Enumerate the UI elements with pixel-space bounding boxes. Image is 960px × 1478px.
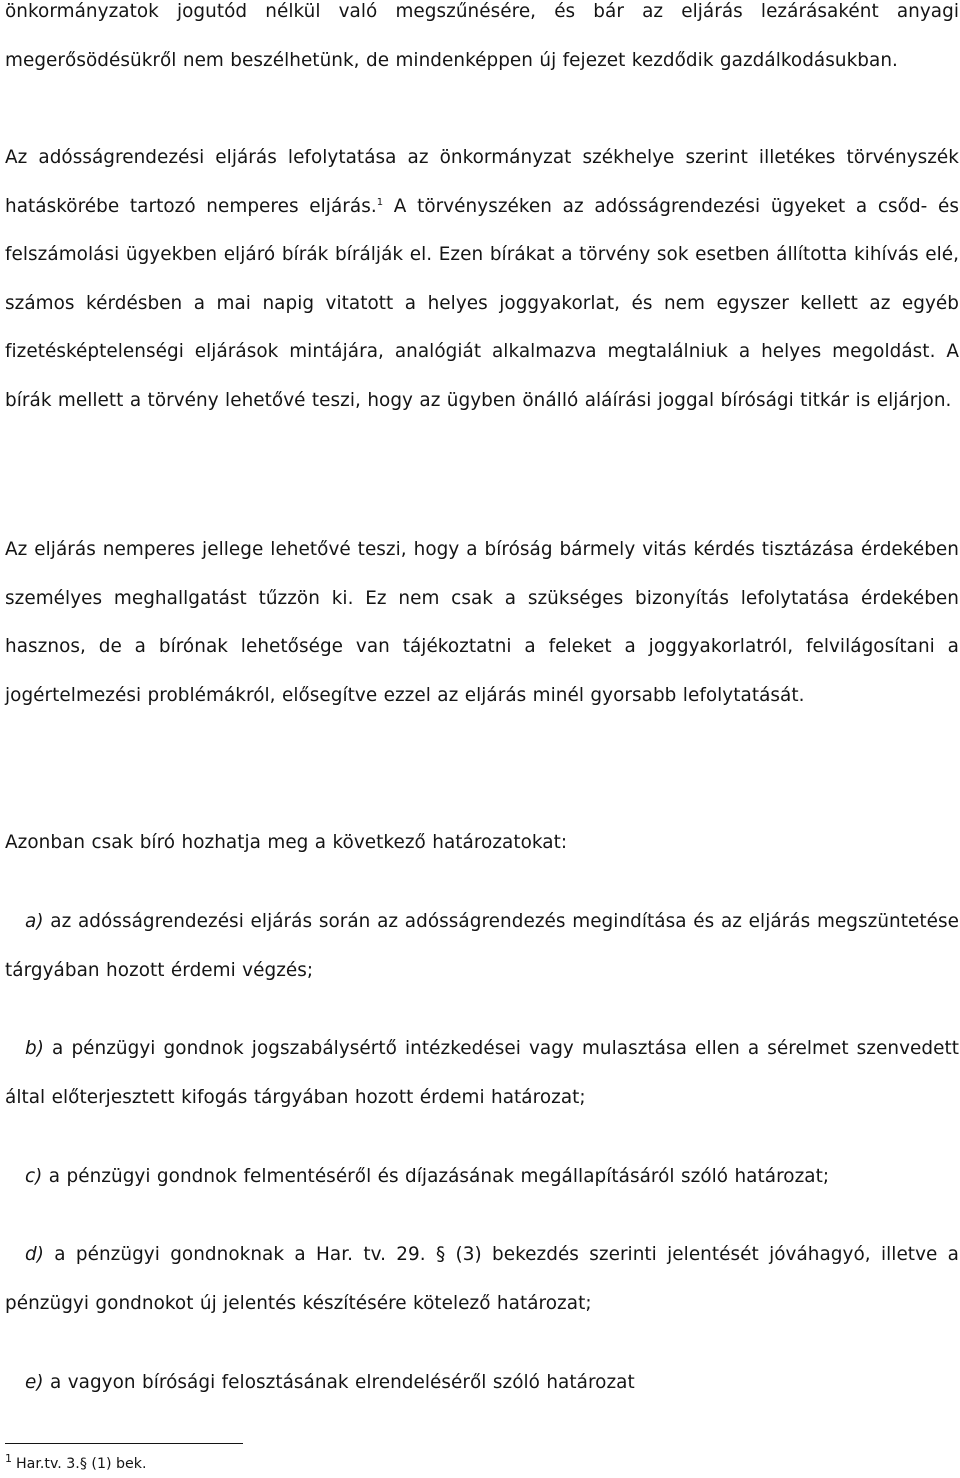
list-item-text: a pénzügyi gondnok felmentéséről és díjazásának megállapításáról szóló határozat; (42, 1166, 830, 1187)
list-item (5, 1231, 959, 1328)
footnote-text: Har.tv. 3.§ (1) bek. (16, 1456, 147, 1472)
paragraph-text: Az adósságrendezési eljárás lefolytatása az önkormányzat székhelye szerint illetékes törvényszék hatáskörébe tartozó nemperes eljárás. (5, 147, 959, 217)
footnote (5, 1454, 146, 1474)
paragraph-court-jurisdiction (5, 134, 959, 426)
list-item-text: a pénzügyi gondnoknak a Har. tv. 29. § (3) bekezdés szerinti jelentését jóváhagyó, illetve a pénzügyi gondnokot új jelentés készítésére kötelező határozat; (5, 1244, 959, 1314)
list-item-letter: c) (25, 1166, 43, 1187)
footnote-divider (5, 1443, 243, 1444)
list-item-letter: a) (25, 911, 44, 932)
footnote-number: 1 (5, 1452, 12, 1466)
paragraph-intro-continuation: önkormányzatok jogutód nélkül való megszűnésére, és bár az eljárás lezárásaként anyagi megerősödésükről nem beszélhetünk, de mindenképpen új fejezet kezdődik gazdálkodásukban. (5, 1, 959, 71)
list-item-letter: b) (25, 1038, 44, 1059)
list-item-letter: d) (25, 1244, 44, 1265)
footnote-reference[interactable]: 1 (376, 196, 384, 208)
list-item-text: a vagyon bírósági felosztásának elrendeléséről szóló határozat (43, 1372, 635, 1393)
list-item (5, 1153, 959, 1202)
list-item-text: a pénzügyi gondnok jogszabálysértő intézkedései vagy mulasztása ellen a sérelmet szenvedett által előterjesztett kifogás tárgyában hozott érdemi határozat; (5, 1038, 959, 1108)
list-item-letter: e) (25, 1372, 44, 1393)
paragraph-nonlitigious-nature: Az eljárás nemperes jellege lehetővé teszi, hogy a bíróság bármely vitás kérdés tisztázása érdekében személyes meghallgatást tűzzön ki. Ez nem csak a szükséges bizonyítás lefolytatása érdekében hasznos, de a bírónak lehetősége van tájékoztatni a feleket a joggyakorlatról, felvilágosítani a jogértelmezési problémákról, elősegítve ezzel az eljárás minél gyorsabb lefolytatását. (5, 539, 959, 706)
list-item (5, 1359, 959, 1408)
list-item-text: az adósságrendezési eljárás során az adósságrendezés megindítása és az eljárás megszüntetése tárgyában hozott érdemi végzés; (5, 911, 959, 981)
list-item (5, 1025, 959, 1122)
list-item (5, 898, 959, 995)
paragraph-text: A törvényszéken az adósságrendezési ügyeket a csőd- és felszámolási ügyekben eljáró bírák bírálják el. Ezen bírákat a törvény sok esetben állította kihívás elé, számos kérdésben a mai napig vitatott a helyes joggyakorlat, és nem egyszer kellett az egyéb fizetésképtelenségi eljárások mintájára, analógiát alkalmazva megtalálniuk a helyes megoldást. A bírák mellett a törvény lehetővé teszi, hogy az ügyben önálló aláírási joggal bírósági titkár is eljárjon. (5, 195, 959, 411)
paragraph-judge-decisions-intro: Azonban csak bíró hozhatja meg a következő határozatokat: (5, 832, 568, 853)
